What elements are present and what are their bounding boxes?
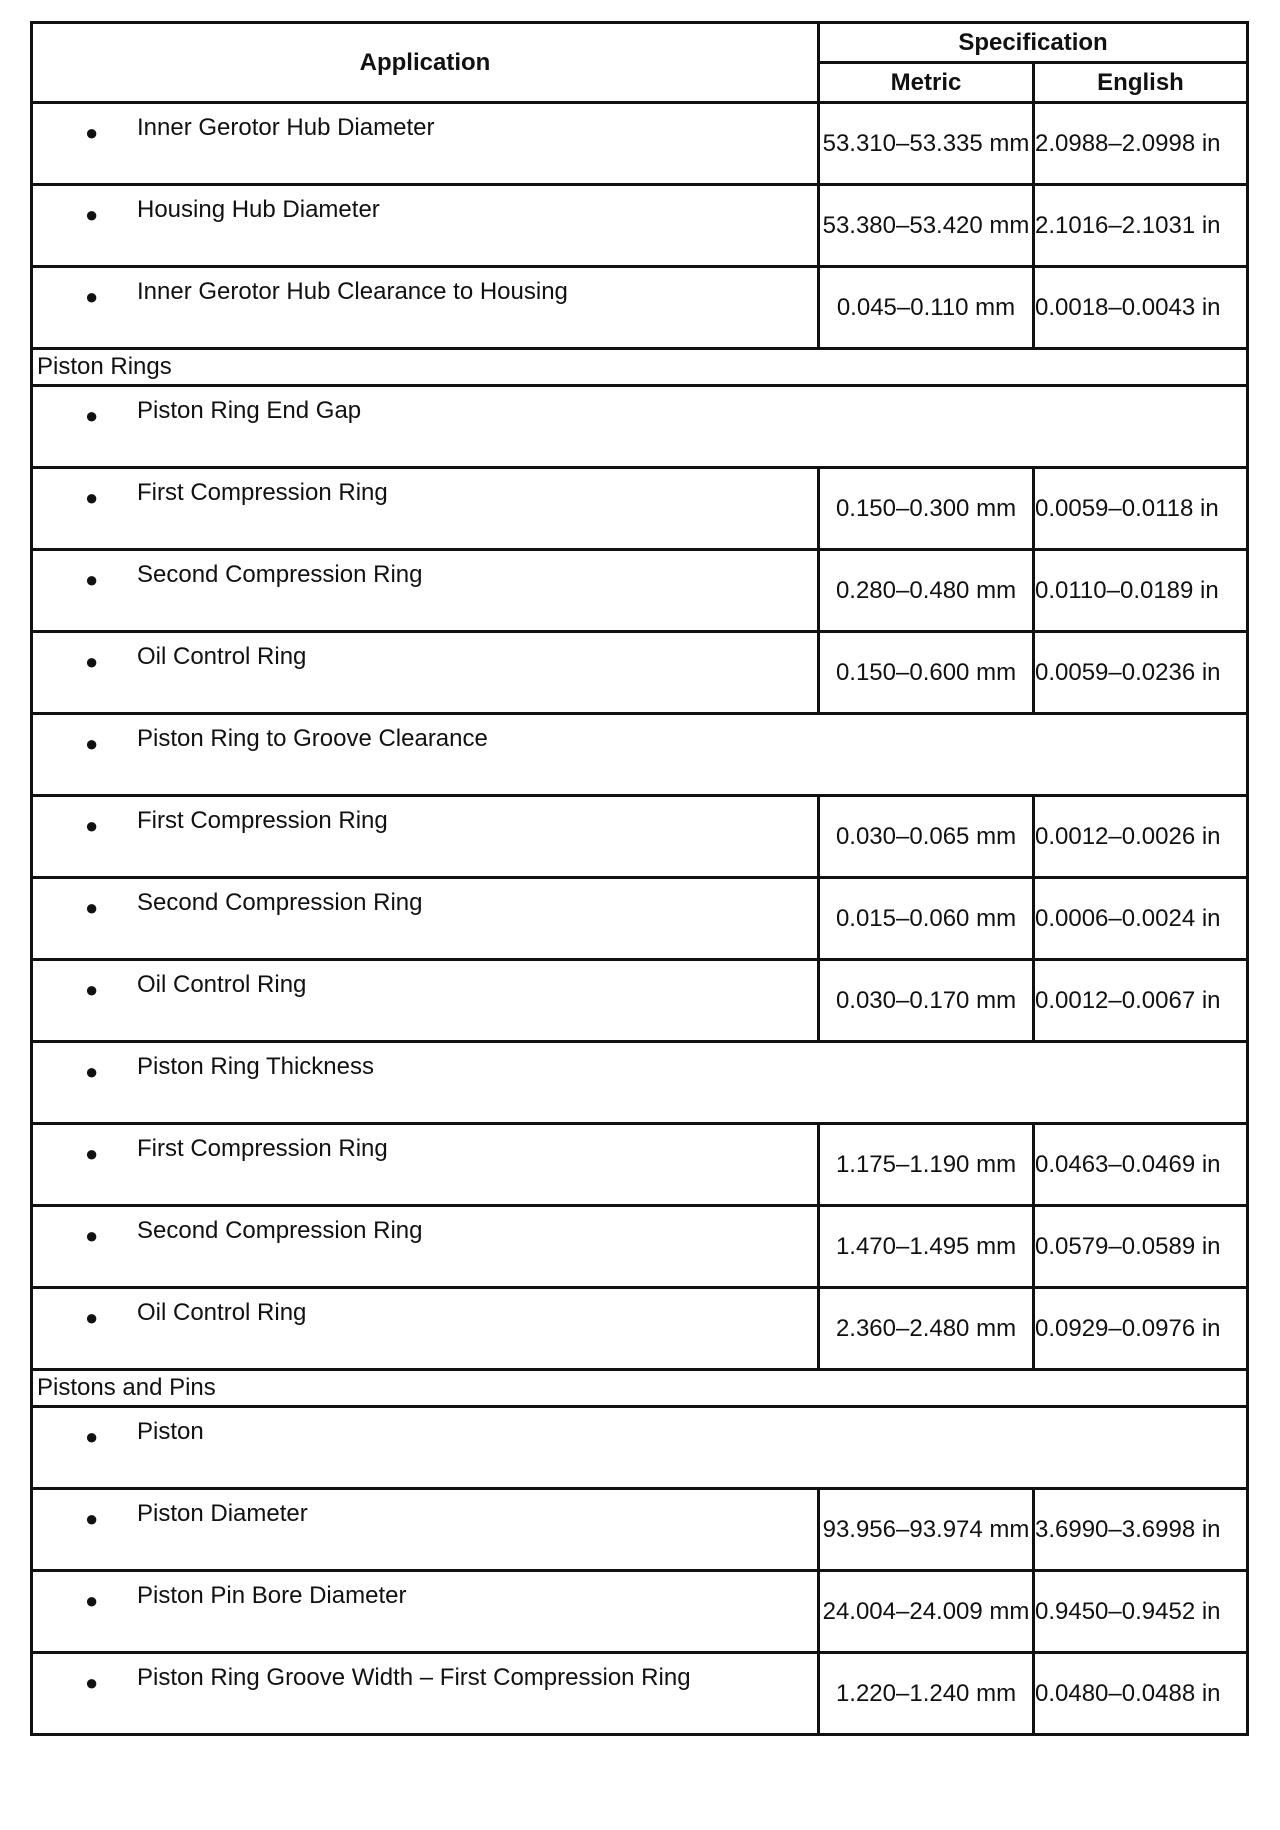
english-value: 0.0463–0.0469 in — [1034, 1124, 1248, 1206]
application-label: Oil Control Ring — [137, 643, 307, 670]
bullet-icon: ● — [85, 202, 99, 227]
english-value: 0.0006–0.0024 in — [1034, 878, 1248, 960]
table-row — [32, 878, 1248, 960]
application-cell — [32, 1489, 819, 1571]
section-title: Piston Rings — [32, 349, 1248, 386]
metric-value: 1.470–1.495 mm — [819, 1206, 1034, 1288]
bullet-icon: ● — [85, 1588, 99, 1613]
english-value: 0.0059–0.0118 in — [1034, 468, 1248, 550]
application-cell — [32, 185, 819, 267]
application-cell — [32, 1571, 819, 1653]
group-row — [32, 1407, 1248, 1489]
metric-value: 1.220–1.240 mm — [819, 1653, 1034, 1735]
group-row — [32, 714, 1248, 796]
application-cell — [32, 1653, 819, 1735]
application-cell — [32, 1407, 1248, 1489]
table-row — [32, 632, 1248, 714]
metric-value: 53.310–53.335 mm — [819, 103, 1034, 185]
application-label: Piston — [137, 1418, 204, 1445]
section-row — [32, 1370, 1248, 1407]
table-row — [32, 267, 1248, 349]
application-label: Oil Control Ring — [137, 971, 307, 998]
bullet-icon: ● — [85, 813, 99, 838]
application-label: Piston Ring End Gap — [137, 397, 362, 424]
bullet-icon: ● — [85, 1424, 99, 1449]
metric-value: 0.280–0.480 mm — [819, 550, 1034, 632]
section-title: Pistons and Pins — [32, 1370, 1248, 1407]
bullet-icon: ● — [85, 1223, 99, 1248]
application-cell — [32, 960, 819, 1042]
table-row — [32, 1489, 1248, 1571]
english-value: 2.1016–2.1031 in — [1034, 185, 1248, 267]
application-cell — [32, 1288, 819, 1370]
english-value: 0.0012–0.0067 in — [1034, 960, 1248, 1042]
metric-value: 24.004–24.009 mm — [819, 1571, 1034, 1653]
table-row — [32, 103, 1248, 185]
bullet-icon: ● — [85, 403, 99, 428]
group-row — [32, 1042, 1248, 1124]
english-value: 3.6990–3.6998 in — [1034, 1489, 1248, 1571]
metric-value: 0.150–0.600 mm — [819, 632, 1034, 714]
english-value: 0.0018–0.0043 in — [1034, 267, 1248, 349]
application-label: First Compression Ring — [137, 807, 388, 834]
application-label: Piston Ring Groove Width – First Compression Ring — [137, 1664, 691, 1691]
group-row — [32, 386, 1248, 468]
application-cell — [32, 468, 819, 550]
bullet-icon: ● — [85, 895, 99, 920]
table-row — [32, 1124, 1248, 1206]
table-row — [32, 1653, 1248, 1735]
section-row — [32, 349, 1248, 386]
application-cell — [32, 796, 819, 878]
table-row — [32, 796, 1248, 878]
application-cell — [32, 103, 819, 185]
metric-value: 2.360–2.480 mm — [819, 1288, 1034, 1370]
application-label: Oil Control Ring — [137, 1299, 307, 1326]
application-cell — [32, 267, 819, 349]
application-cell — [32, 632, 819, 714]
table-row — [32, 550, 1248, 632]
metric-value: 1.175–1.190 mm — [819, 1124, 1034, 1206]
application-cell — [32, 386, 1248, 468]
application-cell — [32, 878, 819, 960]
english-value: 2.0988–2.0998 in — [1034, 103, 1248, 185]
english-value: 0.0929–0.0976 in — [1034, 1288, 1248, 1370]
header-application: Application — [32, 23, 819, 103]
table-row — [32, 185, 1248, 267]
english-value: 0.0059–0.0236 in — [1034, 632, 1248, 714]
application-label: Inner Gerotor Hub Diameter — [137, 114, 435, 141]
header-metric: Metric — [819, 63, 1034, 103]
english-value: 0.0012–0.0026 in — [1034, 796, 1248, 878]
metric-value: 0.015–0.060 mm — [819, 878, 1034, 960]
application-label: Second Compression Ring — [137, 561, 423, 588]
table-row — [32, 1571, 1248, 1653]
header-specification: Specification — [819, 23, 1248, 63]
application-label: Piston Pin Bore Diameter — [137, 1582, 407, 1609]
metric-value: 0.045–0.110 mm — [819, 267, 1034, 349]
application-label: Second Compression Ring — [137, 1217, 423, 1244]
application-label: Piston Ring to Groove Clearance — [137, 725, 488, 752]
application-cell — [32, 714, 1248, 796]
application-label: Inner Gerotor Hub Clearance to Housing — [137, 278, 568, 305]
application-label: Second Compression Ring — [137, 889, 423, 916]
metric-value: 0.030–0.065 mm — [819, 796, 1034, 878]
bullet-icon: ● — [85, 284, 99, 309]
header-english: English — [1034, 63, 1248, 103]
application-cell — [32, 1042, 1248, 1124]
application-label: First Compression Ring — [137, 1135, 388, 1162]
metric-value: 0.150–0.300 mm — [819, 468, 1034, 550]
english-value: 0.9450–0.9452 in — [1034, 1571, 1248, 1653]
bullet-icon: ● — [85, 567, 99, 592]
table-row — [32, 1288, 1248, 1370]
application-cell — [32, 1206, 819, 1288]
spec-table-container — [30, 21, 1246, 1736]
table-row — [32, 960, 1248, 1042]
bullet-icon: ● — [85, 731, 99, 756]
application-cell — [32, 550, 819, 632]
metric-value: 53.380–53.420 mm — [819, 185, 1034, 267]
application-label: First Compression Ring — [137, 479, 388, 506]
application-label: Housing Hub Diameter — [137, 196, 380, 223]
bullet-icon: ● — [85, 977, 99, 1002]
metric-value: 0.030–0.170 mm — [819, 960, 1034, 1042]
bullet-icon: ● — [85, 1141, 99, 1166]
metric-value: 93.956–93.974 mm — [819, 1489, 1034, 1571]
bullet-icon: ● — [85, 1506, 99, 1531]
bullet-icon: ● — [85, 649, 99, 674]
bullet-icon: ● — [85, 1059, 99, 1084]
specification-table — [30, 21, 1249, 1736]
application-label: Piston Ring Thickness — [137, 1053, 374, 1080]
table-row — [32, 1206, 1248, 1288]
bullet-icon: ● — [85, 485, 99, 510]
english-value: 0.0480–0.0488 in — [1034, 1653, 1248, 1735]
bullet-icon: ● — [85, 1305, 99, 1330]
english-value: 0.0579–0.0589 in — [1034, 1206, 1248, 1288]
bullet-icon: ● — [85, 1670, 99, 1695]
table-row — [32, 468, 1248, 550]
application-label: Piston Diameter — [137, 1500, 308, 1527]
bullet-icon: ● — [85, 120, 99, 145]
application-cell — [32, 1124, 819, 1206]
table-body — [32, 103, 1248, 1735]
english-value: 0.0110–0.0189 in — [1034, 550, 1248, 632]
